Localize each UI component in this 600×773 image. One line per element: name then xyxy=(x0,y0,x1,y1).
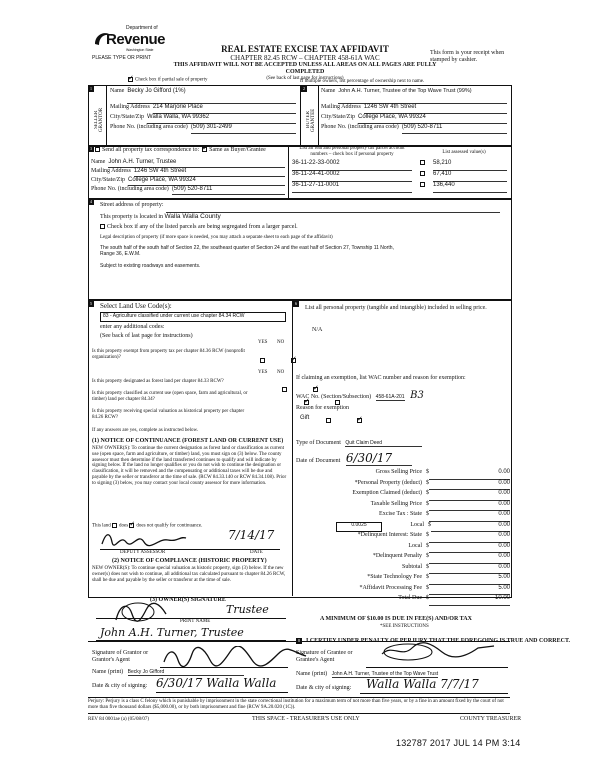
assessed-value: 67,410 xyxy=(433,171,507,182)
reason-label: Reason for exemption xyxy=(296,405,349,411)
grantor-sig-label: Signature of Grantor or Grantor's Agent xyxy=(92,650,149,663)
taxable-value: 0.00 xyxy=(429,501,510,512)
grantor-date-hw: 6/30/17 Walla Walla xyxy=(156,676,277,690)
seller-phone-label: Phone No. (including area code) xyxy=(110,124,188,130)
delinq-penalty-label: *Delinquent Penalty xyxy=(372,553,422,559)
assessor-signature xyxy=(98,530,188,550)
certify-text: I CERTIFY UNDER PENALTY OF PERJURY THAT THE FOREGOING IS TRUE AND CORRECT. xyxy=(306,638,571,644)
legal-label: Legal description of property (if more space is needed, you may attach a separate sheet to each page of the affidavit) xyxy=(100,235,333,240)
doc-type-value: Quit Claim Deed xyxy=(345,440,422,447)
does-label: does xyxy=(119,523,129,529)
notice2-text: NEW OWNER(S): To continue special valuation as historic property, sign (3) below. If the new owner(s) does not wish to continue, all additional tax calculated pursuant to chapter 84.26 RCW, shall be due and payable by the seller or transferor at the time of sale. xyxy=(92,566,286,583)
local-rate: 0.0025 xyxy=(336,522,382,533)
currency: $ xyxy=(426,542,429,549)
partial-sale-checkbox[interactable] xyxy=(128,77,133,82)
owner-print-name: John A.H. Turner, Trustee xyxy=(100,626,244,639)
seller-name: Becky Jo Gifford (1%) xyxy=(127,88,296,104)
buyer-name-label: Name xyxy=(321,88,336,94)
seller-city: Walla Walla, WA 99362 xyxy=(147,114,296,124)
print-name-label: PRINT NAME xyxy=(180,619,211,624)
section-8-num: 8 xyxy=(298,638,300,643)
section-5-num: 5 xyxy=(90,301,92,306)
delinq-penalty-value: 0.00 xyxy=(429,553,510,564)
total-label: Total Due xyxy=(398,595,422,601)
same-as-buyer-checkbox[interactable] xyxy=(202,147,207,152)
seller-address: 214 Marjorie Place xyxy=(153,104,296,114)
subtotal-label: Subtotal xyxy=(401,563,422,570)
personal-label: List all personal property (tangible and intangible) included in selling price. xyxy=(305,305,487,311)
grantee-date-label: Date & city of signing: xyxy=(296,685,352,691)
corr-city: College Place, WA 99324 xyxy=(128,177,285,186)
q-exempt: Is this property exempt from property tax per chapter 84.36 RCW (nonprofit organization)? xyxy=(92,349,245,360)
no-header-2: NO xyxy=(277,370,285,375)
subtotal-value: 0.00 xyxy=(429,564,510,575)
processing-fee-value: 5.00 xyxy=(429,585,510,596)
buyer-address: 1246 SW 4th Street xyxy=(364,104,507,114)
exempt-yes-checkbox[interactable] xyxy=(260,358,265,363)
wac-value: 458-61A-201 xyxy=(375,394,405,400)
parcel-account: 36-11-22-33-0002 xyxy=(292,160,412,171)
seller-phone: (509) 301-2499 xyxy=(191,124,296,134)
currency: $ xyxy=(426,469,429,475)
wac-label: WAC No. (Section/Subsection) xyxy=(296,394,372,400)
recording-stamp: 132787 2017 JUL 14 PM 3:14 xyxy=(396,738,521,748)
owner-signature xyxy=(110,600,190,624)
personal-property-checkbox[interactable] xyxy=(420,171,425,176)
page-title: REAL ESTATE EXCISE TAX AFFIDAVIT xyxy=(221,44,389,54)
corr-address: 1246 SW 4th Street xyxy=(134,168,285,177)
exempt-label: Exemption Claimed (deduct) xyxy=(352,490,422,496)
assessed-value: 58,210 xyxy=(433,160,507,171)
wac-handwritten: B3 xyxy=(410,390,424,401)
buyer-city: College Place, WA 99324 xyxy=(358,114,507,124)
grantee-name-label: Name (print) xyxy=(296,671,328,677)
wac-row xyxy=(296,390,424,402)
owner-trustee-hw: Trustee xyxy=(226,603,269,616)
partial-sale-label: Check box if partial sale of property xyxy=(135,77,208,83)
parcel-account: 36-11-27-11-0001 xyxy=(292,182,412,193)
grantee-name: John A.H. Turner, Trustee of the Top Wave Trust xyxy=(331,671,439,677)
multiple-owners-note: If multiple owners, list percentage of ownership next to name. xyxy=(300,79,425,84)
yes-header-2: YES xyxy=(258,370,268,375)
seller-name-label: Name xyxy=(110,88,125,94)
section-3-num: 3 xyxy=(90,146,92,151)
gross-value: 0.00 xyxy=(429,469,510,480)
does-checkbox[interactable] xyxy=(112,523,117,528)
seller-fields xyxy=(110,88,296,134)
grantee-signature xyxy=(378,640,498,662)
currency: $ xyxy=(428,521,431,528)
receipt-note: This form is your receipt when stamped by cashier. xyxy=(430,50,505,63)
grantor-name-row xyxy=(92,669,288,676)
deputy-label: DEPUTY ASSESSOR xyxy=(120,550,166,555)
treasurer-space: THIS SPACE - TREASURER'S USE ONLY xyxy=(252,716,360,722)
currency: $ xyxy=(426,479,429,486)
corr-address-label: Mailing Address xyxy=(91,168,131,174)
warning-line: THIS AFFIDAVIT WILL NOT BE ACCEPTED UNLESS ALL AREAS ON ALL PAGES ARE FULLY COMPLETED xyxy=(173,62,437,76)
legal-line-2: Range 36, E.W.M. xyxy=(100,250,141,257)
personal-deduct-label: *Personal Property (deduct) xyxy=(354,479,422,486)
buyer-phone: (509) 520-8711 xyxy=(402,124,507,134)
section-2-num: 2 xyxy=(303,86,305,91)
buyer-fields xyxy=(321,88,507,134)
currency: $ xyxy=(426,563,429,570)
personal-property-checkbox[interactable] xyxy=(420,160,425,165)
seller-address-label: Mailing Address xyxy=(110,104,150,110)
processing-fee-label: *Affidavit Processing Fee xyxy=(359,584,422,591)
local-value: 0.00 xyxy=(431,522,510,533)
currency: $ xyxy=(426,500,429,507)
exemption-label: If claiming an exemption, list WAC number and reason for exemption: xyxy=(296,375,466,381)
notice2-title: (2) NOTICE OF COMPLIANCE (HISTORIC PROPERTY) xyxy=(112,558,267,564)
exempt-no-checkbox[interactable] xyxy=(291,358,296,363)
doc-date-value: 6/30/17 xyxy=(346,451,412,466)
buyer-address-label: Mailing Address xyxy=(321,104,361,110)
section-4-num: 4 xyxy=(90,199,92,204)
if-yes-note: If any answers are yes, complete as instructed below. xyxy=(92,428,199,433)
yes-header-1: YES xyxy=(258,340,268,345)
assessor-date-label: DATE xyxy=(250,550,263,555)
tech-fee-label: *State Technology Fee xyxy=(367,574,422,580)
personal-deduct-value: 0.00 xyxy=(429,480,510,491)
tax-table xyxy=(296,469,510,606)
land-use-see-back: (See back of last page for instructions) xyxy=(100,333,193,339)
grantee-sig-label: Signature of Grantee or Grantee's Agent xyxy=(296,650,353,663)
min-note: A MINIMUM OF $10.00 IS DUE IN FEE(S) AND/OR TAX xyxy=(320,616,472,622)
see-instructions: *SEE INSTRUCTIONS xyxy=(380,624,429,629)
currency: $ xyxy=(426,490,429,496)
assessor-date: 7/14/17 xyxy=(228,528,275,542)
reason-value: Gift xyxy=(300,415,310,421)
parcel-list xyxy=(292,160,507,193)
list-item xyxy=(292,171,507,182)
does-not-checkbox[interactable] xyxy=(129,523,134,528)
delinq-local-value: 0.00 xyxy=(429,543,510,554)
seller-side-label: SELLER GRANTOR xyxy=(94,107,104,133)
currency: $ xyxy=(426,584,429,591)
this-land-label: This land xyxy=(92,523,111,529)
local-label: Local xyxy=(410,521,424,528)
currency: $ xyxy=(426,595,429,601)
forest-yes-checkbox[interactable] xyxy=(282,387,287,392)
land-use-label: Select Land Use Code(s): xyxy=(100,302,172,310)
additional-codes-label: enter any additional codes: xyxy=(100,324,165,330)
corr-name: John A.H. Turner, Trustee xyxy=(108,159,285,168)
chapter-line: CHAPTER 82.45 RCW – CHAPTER 458-61A WAC xyxy=(230,54,380,62)
partial-sale-row xyxy=(128,77,207,83)
dept-small: Department of xyxy=(126,25,158,31)
buyer-phone-label: Phone No. (including area code) xyxy=(321,124,399,130)
form-title xyxy=(170,44,440,82)
located-label: This property is located in xyxy=(100,214,163,220)
parcels-header: List all real and personal property tax parcel account numbers – check box if personal property xyxy=(299,146,405,157)
personal-value: N/A xyxy=(312,327,323,333)
see-back-line: (See back of last page for instructions) xyxy=(266,76,344,82)
section-1-num: 1 xyxy=(90,86,92,91)
delinq-local-label: Local xyxy=(408,542,422,549)
corr-phone-label: Phone No. (including area code) xyxy=(91,186,169,192)
legal-line-3: Subject to existing roadways and easements. xyxy=(100,262,201,269)
corr-phone: (509) 520-8711 xyxy=(172,186,285,195)
parcel-account: 36-11-24-41-0002 xyxy=(292,171,412,182)
gross-label: Gross Selling Price xyxy=(375,469,422,475)
delinq-state-label: *Delinquent Interest: State xyxy=(357,532,422,538)
buyer-side-label: BUYER GRANTEE xyxy=(306,108,316,132)
segregated-checkbox[interactable] xyxy=(100,224,105,229)
not-qualify-label: does not qualify for continuance. xyxy=(136,523,203,529)
doc-type-row xyxy=(296,440,422,447)
legal-line-1: The south half of the south half of Section 22, the southeast quarter of Section 24 and the east half of Section 27, Township 11 North, xyxy=(100,245,394,251)
street-label: Street address of property: xyxy=(100,202,164,208)
type-print-note: PLEASE TYPE OR PRINT xyxy=(92,55,152,61)
currency: $ xyxy=(426,511,429,517)
same-as-buyer-label: Same as Buyer/Grantee xyxy=(209,147,266,153)
q-historic: Is this property receiving special valuation as historical property per chapter 84.26 RCW? xyxy=(92,409,245,420)
historic-yes-checkbox[interactable] xyxy=(326,418,331,423)
perjury-note: Perjury: Perjury is a class C felony which is punishable by imprisonment in the state correctional institution for a maximum term of not more than five years, or by a fine in an amount fixed by the court of not more than five thousand dollars ($5,000.00), or by both imprisonment and fine (RCW 9A.20.020 (1C)). xyxy=(88,699,504,710)
seller-city-label: City/State/Zip xyxy=(110,114,144,120)
street-fields xyxy=(100,202,500,269)
grantor-name: Becky Jo Gifford xyxy=(128,669,245,676)
notice1-text: NEW OWNER(S): To continue the current designation as forest land or classification as current use (open space, farm and agriculture, or timber) land, you must sign on (3) below. The county assessor must then determine if the land transferred continues to qualify and will indicate by signing below. If the land no longer qualifies or you do not wish to continue the designation or classification, it will be removed and the compensating or additional taxes will be due and payable by the seller or transferor at the time of sale. (RCW 84.33.140 or RCW 84.34.108). Prior to signing (3) below, you may contact your local county assessor for more information. xyxy=(92,446,287,486)
qualify-row xyxy=(92,523,202,529)
correspondence-fields xyxy=(91,147,285,195)
doc-type-label: Type of Document xyxy=(296,440,341,446)
doc-date-row xyxy=(296,452,412,466)
land-use-code-select[interactable]: 83 - Agriculture classified under current use chapter 84.34 RCW xyxy=(100,312,286,322)
assessed-value: 136,440 xyxy=(433,182,507,193)
dept-name: Revenue xyxy=(106,31,166,48)
located-county: Walla Walla County xyxy=(164,213,221,220)
buyer-name: John A.H. Turner, Trustee of the Top Wave Trust (99%) xyxy=(338,88,507,104)
corr-city-label: City/State/Zip xyxy=(91,177,125,183)
list-item xyxy=(292,182,507,193)
personal-property-checkbox[interactable] xyxy=(420,182,425,187)
doc-date-label: Date of Document xyxy=(296,458,341,464)
notice1-title: (1) NOTICE OF CONTINUANCE (FOREST LAND OR CURRENT USE) xyxy=(92,438,284,444)
county-treasurer: COUNTY TREASURER xyxy=(460,716,522,722)
currency: $ xyxy=(426,574,429,580)
buyer-city-label: City/State/Zip xyxy=(321,114,355,120)
tech-fee-value: 5.00 xyxy=(429,574,510,585)
excise-label: Excise Tax : State xyxy=(379,511,422,517)
historic-no-checkbox[interactable] xyxy=(357,418,362,423)
dor-logo xyxy=(92,25,166,56)
correspondence-label: Send all property tax correspondence to: xyxy=(102,147,200,153)
currency: $ xyxy=(426,532,429,538)
assessed-header: List assessed value(s) xyxy=(442,150,486,155)
excise-value: 0.00 xyxy=(429,511,510,522)
taxable-label: Taxable Selling Price xyxy=(370,500,422,507)
grantor-signature xyxy=(160,646,310,668)
correspondence-checkbox[interactable] xyxy=(95,147,100,152)
segregated-label: Check box if any of the listed parcels are being segregated from a larger parcel. xyxy=(107,224,298,230)
q-current: Is this property classified as current use (open space, farm and agricultural, or timber) land per chapter 84.34? xyxy=(92,391,248,402)
total-value: 10.00 xyxy=(429,595,510,606)
grantor-date-label: Date & city of signing: xyxy=(92,683,148,689)
no-header-1: NO xyxy=(277,340,285,345)
currency: $ xyxy=(426,553,429,559)
grantee-date-hw: Walla Walla 7/7/17 xyxy=(366,677,479,691)
grantor-name-label: Name (print) xyxy=(92,669,124,675)
section-6-num: 6 xyxy=(295,301,297,306)
q-forest: Is this property designated as forest land per chapter 84.33 RCW? xyxy=(92,379,224,384)
owner-sig-label: (3) OWNER(S) SIGNATURE xyxy=(150,597,226,603)
dept-state: Washington State xyxy=(126,48,154,52)
delinq-state-value: 0.00 xyxy=(429,532,510,543)
rev-number: REV 84 0001ae (a) (05/08/07) xyxy=(88,717,150,722)
list-item xyxy=(292,160,507,171)
exempt-value: 0.00 xyxy=(429,490,510,501)
corr-name-label: Name xyxy=(91,159,106,165)
